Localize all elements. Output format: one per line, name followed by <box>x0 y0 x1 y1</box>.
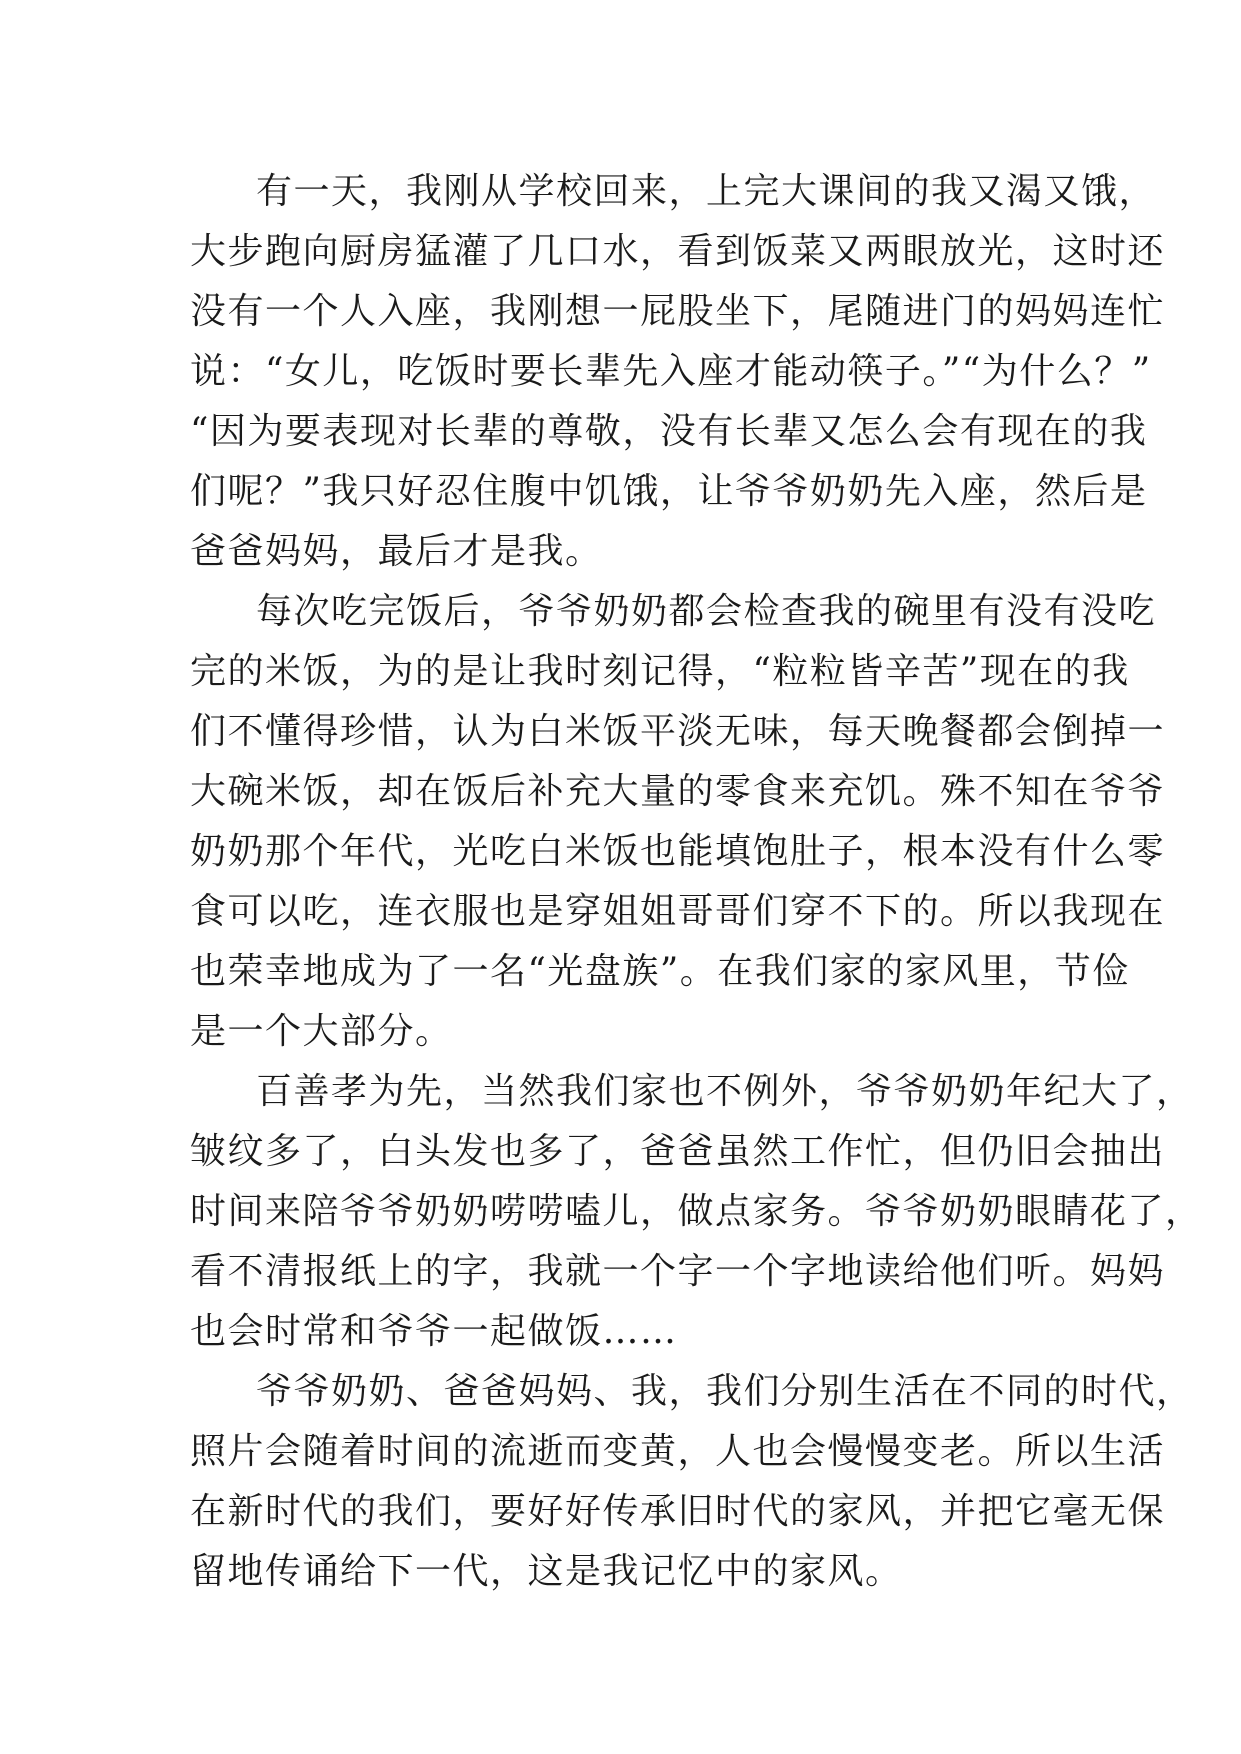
text-line: 食可以吃，连衣服也是穿姐姐哥哥们穿不下的。所以我现在 <box>190 891 1166 932</box>
text-line: 大步跑向厨房猛灌了几口水，看到饭菜又两眼放光，这时还 <box>190 231 1166 272</box>
text-line: 皱纹多了，白头发也多了，爸爸虽然工作忙，但仍旧会抽出 <box>190 1131 1166 1172</box>
text-line: 有一天，我刚从学校回来，上完大课间的我又渴又饿， <box>256 171 1157 212</box>
text-line: 照片会随着时间的流逝而变黄，人也会慢慢变老。所以生活 <box>190 1431 1166 1472</box>
paragraph <box>190 1362 1194 1602</box>
text-line: “因为要表现对长辈的尊敬，没有长辈又怎么会有现在的我 <box>190 411 1148 452</box>
text-line: 大碗米饭，却在饭后补充大量的零食来充饥。殊不知在爷爷 <box>190 771 1166 812</box>
text-line: 也荣幸地成为了一名“光盘族”。在我们家的家风里，节俭 <box>190 951 1130 992</box>
text-line: 在新时代的我们，要好好传承旧时代的家风，并把它毫无保 <box>190 1491 1166 1532</box>
text-line: 们不懂得珍惜，认为白米饭平淡无味，每天晚餐都会倒掉一 <box>190 711 1166 752</box>
text-line: 时间来陪爷爷奶奶唠唠嗑儿，做点家务。爷爷奶奶眼睛花了， <box>190 1191 1203 1232</box>
text-line: 说：“女儿，吃饭时要长辈先入座才能动筷子。”“为什么？” <box>190 351 1152 392</box>
document-body <box>190 162 1203 1602</box>
text-line: 百善孝为先，当然我们家也不例外，爷爷奶奶年纪大了， <box>256 1071 1194 1112</box>
text-line: 每次吃完饭后，爷爷奶奶都会检查我的碗里有没有没吃 <box>256 591 1157 632</box>
text-line: 没有一个人入座，我刚想一屁股坐下，尾随进门的妈妈连忙 <box>190 291 1166 332</box>
text-line: 完的米饭，为的是让我时刻记得，“粒粒皆辛苦”现在的我 <box>190 651 1130 692</box>
text-line: 留地传诵给下一代，这是我记忆中的家风。 <box>190 1551 903 1592</box>
text-line: 奶奶那个年代，光吃白米饭也能填饱肚子，根本没有什么零 <box>190 831 1166 872</box>
text-line: 爷爷奶奶、爸爸妈妈、我，我们分别生活在不同的时代， <box>256 1371 1194 1412</box>
text-line: 是一个大部分。 <box>190 1011 453 1052</box>
text-line: 也会时常和爷爷一起做饭…… <box>190 1311 678 1352</box>
text-line: 们呢？”我只好忍住腹中饥饿，让爷爷奶奶先入座，然后是 <box>190 471 1148 512</box>
paragraph <box>190 1062 1203 1362</box>
text-line: 看不清报纸上的字，我就一个字一个字地读给他们听。妈妈 <box>190 1251 1166 1292</box>
text-line: 爸爸妈妈，最后才是我。 <box>190 531 603 572</box>
paragraph <box>190 582 1166 1062</box>
paragraph <box>190 162 1166 582</box>
